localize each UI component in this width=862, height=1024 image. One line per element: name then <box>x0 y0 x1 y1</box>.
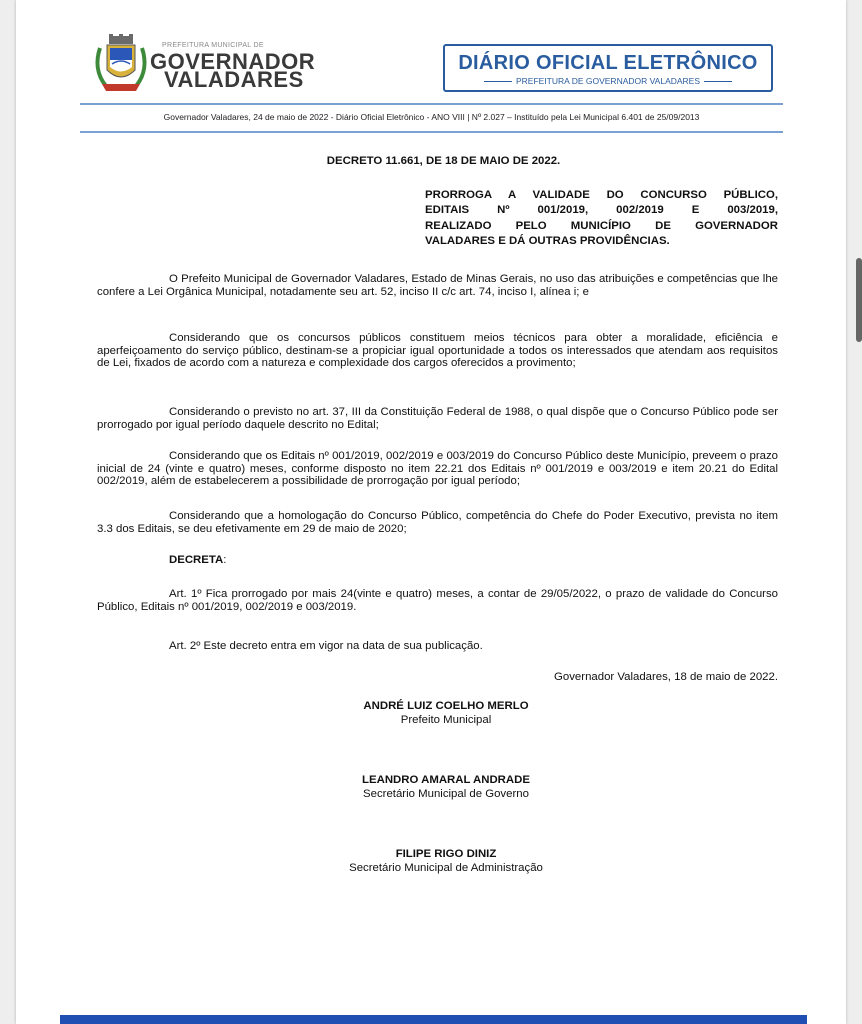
ementa-line: PRORROGA A VALIDADE DO CONCURSO PÚBLICO, <box>425 189 778 201</box>
footer-bar <box>60 1015 807 1024</box>
decree-title: DECRETO 11.661, DE 18 DE MAIO DE 2022. <box>326 155 561 167</box>
ementa-line: REALIZADO PELO MUNICÍPIO DE GOVERNADOR <box>425 219 778 232</box>
diario-title: DIÁRIO OFICIAL ELETRÔNICO <box>458 52 758 74</box>
header-rule-bottom <box>80 131 783 133</box>
decreta-label: DECRETA <box>169 554 224 566</box>
header-rule-top <box>80 103 783 105</box>
signatory-role: Prefeito Municipal <box>400 714 492 726</box>
decree-ementa <box>425 188 778 249</box>
paragraph-considerando: Considerando que os Editais nº 001/2019, 002/2019 e 003/2019 do Concurso Público deste Município, preveem o prazo inicial de 24 (vinte e quatro) meses, conforme disposto no item 22.21 dos Editais nº 001/2019 e 003/2019 e item 20.21 do Edital 002/2019, além de estabelecerem a possibilidade de prorrogação por igual período; <box>97 450 778 487</box>
ementa-line: VALADARES E DÁ OUTRAS PROVIDÊNCIAS. <box>425 234 670 247</box>
signature-block <box>216 848 676 874</box>
signatory-name: LEANDRO AMARAL ANDRADE <box>362 774 530 786</box>
place-and-date: Governador Valadares, 18 de maio de 2022. <box>554 671 778 683</box>
signatory-name: FILIPE RIGO DINIZ <box>395 848 497 860</box>
municipal-crest-icon <box>94 34 148 94</box>
paragraph-considerando: Considerando o previsto no art. 37, III da Constituição Federal de 1988, o qual dispõe que o Concurso Público pode ser prorrogado por igual período daquele descrito no Edital; <box>97 406 778 431</box>
article-2: Art. 2º Este decreto entra em vigor na data de sua publicação. <box>169 640 483 652</box>
logo-line1: GOVERNADOR <box>150 49 316 74</box>
diario-oficial-banner <box>443 44 773 92</box>
document-page <box>16 0 846 1024</box>
ementa-line: EDITAIS Nº 001/2019, 002/2019 E 003/2019, <box>425 204 778 217</box>
signatory-role: Secretário Municipal de Administração <box>349 862 543 874</box>
signatory-name: ANDRÉ LUIZ COELHO MERLO <box>363 700 529 712</box>
header-meta: Governador Valadares, 24 de maio de 2022 - Diário Oficial Eletrônico - ANO VIII | Nº 2.027 – Instituído pela Lei Municipal 6.401 de 25/09/2013 <box>163 112 700 122</box>
paragraph-considerando: Considerando que os concursos públicos constituem meios técnicos para obter a moralidade, eficiência e aperfeiçoamento do serviço público, destinam-se a propiciar igual oportunidade a todos os interessados que atendam aos requisitos de Lei, fixados de acordo com a natureza e complexidade dos cargos oferecidos a provimento; <box>97 332 778 369</box>
decreta-heading <box>169 554 226 567</box>
paragraph-considerando: Considerando que a homologação do Concurso Público, competência do Chefe do Poder Executivo, prevista no item 3.3 dos Editais, se deu efetivamente em 29 de maio de 2020; <box>97 510 778 535</box>
logo-line2: VALADARES <box>164 67 304 92</box>
signature-block <box>216 774 676 800</box>
diario-subtitle: PREFEITURA DE GOVERNADOR VALADARES <box>445 76 771 86</box>
article-1: Art. 1º Fica prorrogado por mais 24(vinte e quatro) meses, a contar de 29/05/2022, o prazo de validade do Concurso Público, Editais nº 001/2019, 002/2019 e 003/2019. <box>97 588 778 613</box>
scrollbar-thumb[interactable] <box>856 258 862 342</box>
logo-small-text: PREFEITURA MUNICIPAL DE <box>162 42 264 49</box>
municipality-logo <box>94 34 324 96</box>
decreta-colon: : <box>223 554 227 566</box>
paragraph-preamble: O Prefeito Municipal de Governador Valadares, Estado de Minas Gerais, no uso das atribuições e competências que lhe confere a Lei Orgânica Municipal, notadamente seu art. 52, inciso II c/c art. 74, inciso I, alínea i; e <box>97 273 778 298</box>
signature-block <box>216 700 676 726</box>
signatory-role: Secretário Municipal de Governo <box>363 788 529 800</box>
